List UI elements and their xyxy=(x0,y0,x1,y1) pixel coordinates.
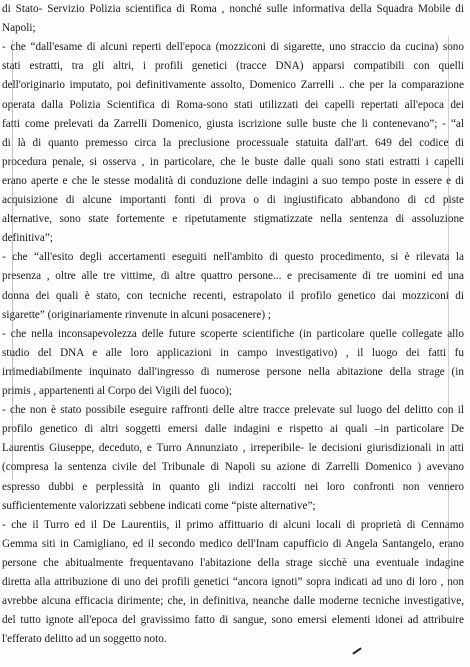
scan-mark xyxy=(352,647,361,654)
text-line: fatti come prelevati da Zarrelli Domenico, giusta iscrizione sulle buste che li contenevano”; - “al xyxy=(2,117,464,130)
text-line: persone che abitualmente frequentavano l'abitazione della strage sicchè una eventuale indagine xyxy=(2,556,464,569)
text-line: irrimediabilmente inquinato dall'ingresso di numerose persone nella abitazione della strage (in xyxy=(2,365,464,378)
text-line: (compresa la sentenza civile del Tribunale di Napoli su azione di Zarrelli Domenico ) avevano xyxy=(2,461,464,474)
text-line: donna dei quali è stato, con tecniche recenti, estrapolato il profilo genetico dai mozziconi di xyxy=(2,289,464,302)
text-line: stati estratti, tra gli altri, i profili genetici (tracce DNA) apparsi compatibili con quelli xyxy=(2,60,464,73)
scan-margin-line xyxy=(448,36,449,596)
text-line: diretta alla attribuzione di uno dei profili genetici “ancora ignoti” sopra indicati ad uno di loro , non xyxy=(2,576,464,588)
text-line: studio del DNA e alle loro applicazioni in campo investigativo) , il luogo dei fatti fu xyxy=(2,346,464,359)
text-line: - che nella inconsapevolezza delle future scoperte scientifiche (in particolare quelle collegate allo xyxy=(2,327,464,340)
text-line: - che il Turro ed il De Laurentiis, il primo affittuario di alcuni locali di proprietà di Cennamo xyxy=(2,518,464,531)
text-line: espresso dubbi e perplessità in quanto gli indizi raccolti nei loro confronti non vennero xyxy=(2,480,464,493)
text-line: Napoli; xyxy=(2,22,36,35)
text-line: procedura penale, si osserva , in particolare, che le buste dalle quali sono stati estratti i capelli xyxy=(2,155,464,168)
text-line: Laurentis Giuseppe, deceduto, e Turro Annunziato , irreperibile- le decisioni giurisdizionali in atti xyxy=(2,442,464,455)
text-line: del tutto ignote all'epoca del gravissimo fatto di sangue, sono emersi elementi idonei ad attribuire xyxy=(2,614,464,627)
text-line: di Stato- Servizio Polizia scientifica di Roma , nonché sulle informativa della Squadra Mobile di xyxy=(2,3,464,15)
text-line: sigarette” (originariamente rinvenute in alcuni posacenere) ; xyxy=(2,308,271,321)
text-line: operata dalla Polizia Scientifica di Roma-sono stati utilizzati dei capelli repertati all'epoca dei xyxy=(2,98,464,111)
text-line: - che “all'esito degli accertamenti eseguiti nell'ambito di questo procedimento, si è rilevata la xyxy=(2,251,464,264)
text-line: - che “dall'esame di alcuni reperti dell'epoca (mozziconi di sigarette, uno straccio da cucina) sono xyxy=(2,41,464,54)
text-line: acquisizione di alcune importanti fonti di prova o di ingiustificato abbandono di cd piste xyxy=(2,194,464,206)
text-line: Gemma siti in Camigliano, ed il secondo medico dell'Inam capufficio di Angela Santangelo, erano xyxy=(2,537,464,550)
text-line: definitiva”; xyxy=(2,232,53,245)
text-line: profilo genetico di altri soggetti emersi dalle indagini e rispetto ai quali –in particolare De xyxy=(2,423,464,436)
text-line: alternative, sono state fortemente e ripetutamente stigmatizzate nella sentenza di assoluzione xyxy=(2,213,464,226)
text-line: avrebbe alcuna efficacia dirimente; che, in definitiva, neanche dalle moderne tecniche investigative, xyxy=(2,595,464,608)
text-line: di là di quanto premesso circa la preclusione processuale statuita dall'art. 649 del codice di xyxy=(2,136,464,149)
text-line: sufficientemente valorizzati sebbene indicati come “piste alternative”; xyxy=(2,499,316,512)
text-line: dell'originario imputato, poi definitivamente assolto, Domenico Zarrelli .. che per la comparazione xyxy=(2,79,464,92)
text-line: primis , appartenenti al Corpo dei Vigili del fuoco); xyxy=(2,385,232,397)
text-line: l'efferato delitto ad un soggetto noto. xyxy=(2,633,167,646)
scan-margin-line xyxy=(12,40,13,480)
text-line: erano aperte e che le stesse modalità di conduzione delle indagini a suo tempo poste in essere e di xyxy=(2,174,464,187)
text-line: - che non è stato possibile eseguire raffronti delle altre tracce prelevate sul luogo del delitto con il xyxy=(2,404,464,417)
text-line: presenza , oltre alle tre vittime, di altre quattro persone... e precisamente di tre uomini ed una xyxy=(2,270,464,283)
